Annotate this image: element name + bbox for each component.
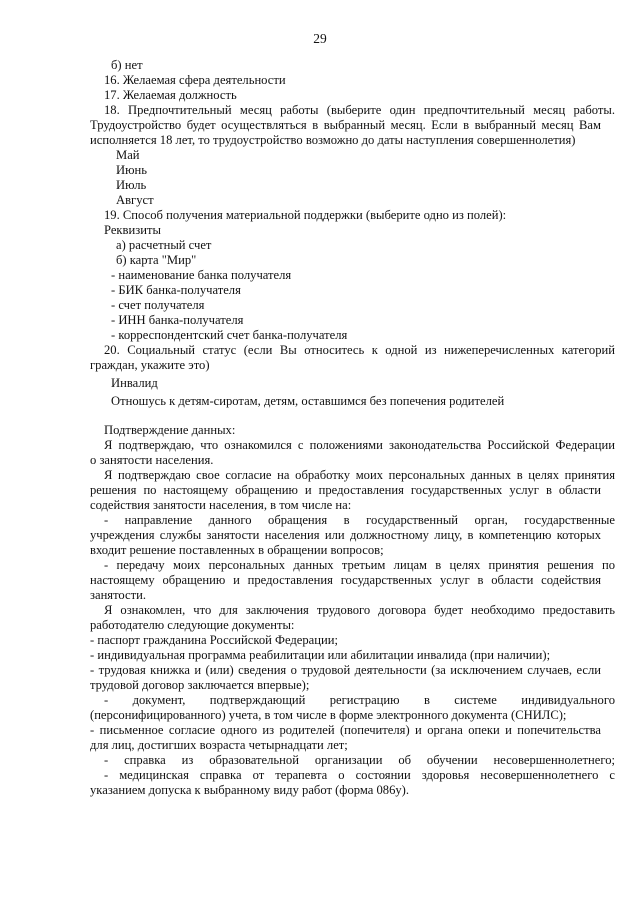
consent-para-line: решения по настоящему обращению и предоставления государственных услуг в области [90, 483, 601, 497]
month-option: Август [116, 193, 154, 207]
consent-bullet-line: - направление данного обращения в государственный орган, государственные [104, 513, 615, 527]
requisites-label: Реквизиты [104, 223, 161, 237]
consent-bullet-line: входит решение поставленных в обращении вопросов; [90, 543, 384, 557]
bank-field: - ИНН банка-получателя [111, 313, 244, 327]
document-item-continuation: указанием допуска к выбранному виду работ (форма 086у). [90, 783, 410, 797]
consent-para-line: Я подтверждаю свое согласие на обработку моих персональных данных в целях принятия [104, 468, 615, 482]
payment-option: а) расчетный счет [116, 238, 212, 252]
confirmation-para1-line: Я подтверждаю, что ознакомился с положениями законодательства Российской Федерации [104, 438, 615, 452]
document-item: - индивидуальная программа реабилитации или абилитации инвалида (при наличии); [90, 648, 551, 662]
item19-payment-method [0, 208, 640, 343]
item20-line: граждан, укажите это) [90, 358, 210, 372]
item18-line: Трудоустройство будет осуществляться в выбранный месяц. Если в выбранный месяц Вам [90, 118, 601, 132]
month-option: Июнь [116, 163, 147, 177]
document-item: - медицинская справка от терапевта о состоянии здоровья несовершеннолетнего с [104, 768, 615, 782]
document-item: - справка из образовательной организации об обучении несовершеннолетнего; [104, 753, 615, 767]
item18-line: 18. Предпочтительный месяц работы (выберите один предпочтительный месяц работы. [104, 103, 615, 117]
item15-option-no: б) нет [111, 58, 143, 72]
document-item: - документ, подтверждающий регистрацию в системе индивидуального [104, 693, 615, 707]
consent-bullet-line: занятости. [90, 588, 147, 602]
page-number: 29 [313, 31, 327, 46]
status-option: Отношусь к детям-сиротам, детям, оставшимся без попечения родителей [111, 394, 505, 408]
document-item-continuation: трудовой договор заключается впервые); [90, 678, 310, 692]
consent-para-line: содействия занятости населения, в том числе на: [90, 498, 352, 512]
item20-social-status [0, 343, 640, 409]
item20-line: 20. Социальный статус (если Вы относитесь к одной из нижеперечисленных категорий [104, 343, 615, 357]
consent-bullet-line: учреждения службы занятости населения или должностному лицу, в компетенцию которых [90, 528, 601, 542]
document-item-continuation: (персонифицированного) учета, в том числе в форме электронного документа (СНИЛС); [90, 708, 567, 722]
item16-desired-field: 16. Желаемая сфера деятельности [104, 73, 286, 87]
documents-intro-line: Я ознакомлен, что для заключения трудового договора будет необходимо предоставить [104, 603, 615, 617]
bank-field: - наименование банка получателя [111, 268, 292, 282]
month-option: Июль [116, 178, 147, 192]
documents-intro-line: работодателю следующие документы: [90, 618, 295, 632]
status-option: Инвалид [111, 376, 158, 390]
consent-bullet-line: - передачу моих персональных данных третьим лицам в целях принятия решения по [104, 558, 615, 572]
bank-field: - корреспондентский счет банка-получателя [111, 328, 348, 342]
month-option: Май [116, 148, 140, 162]
item18-preferred-month [0, 103, 640, 208]
payment-option: б) карта "Мир" [116, 253, 197, 267]
item17-desired-position: 17. Желаемая должность [104, 88, 237, 102]
document-item: - трудовая книжка и (или) сведения о трудовой деятельности (за исключением случаев, если [90, 663, 601, 677]
document-item: - письменное согласие одного из родителей (попечителя) и органа опеки и попечительства [90, 723, 601, 737]
bank-field: - БИК банка-получателя [111, 283, 241, 297]
consent-bullet-line: настоящему обращению и предоставления государственных услуг в области содействия [90, 573, 601, 587]
item19-title: 19. Способ получения материальной поддержки (выберите одно из полей): [104, 208, 507, 222]
document-body [0, 58, 640, 798]
data-confirmation-section [0, 423, 640, 798]
document-item: - паспорт гражданина Российской Федерации; [90, 633, 338, 647]
item18-line: исполняется 18 лет, то трудоустройство возможно до даты наступления совершеннолетия) [90, 133, 576, 147]
bank-field: - счет получателя [111, 298, 205, 312]
confirmation-heading: Подтверждение данных: [104, 423, 236, 437]
confirmation-para1-line: о занятости населения. [90, 453, 214, 467]
document-item-continuation: для лиц, достигших возраста четырнадцати лет; [90, 738, 348, 752]
